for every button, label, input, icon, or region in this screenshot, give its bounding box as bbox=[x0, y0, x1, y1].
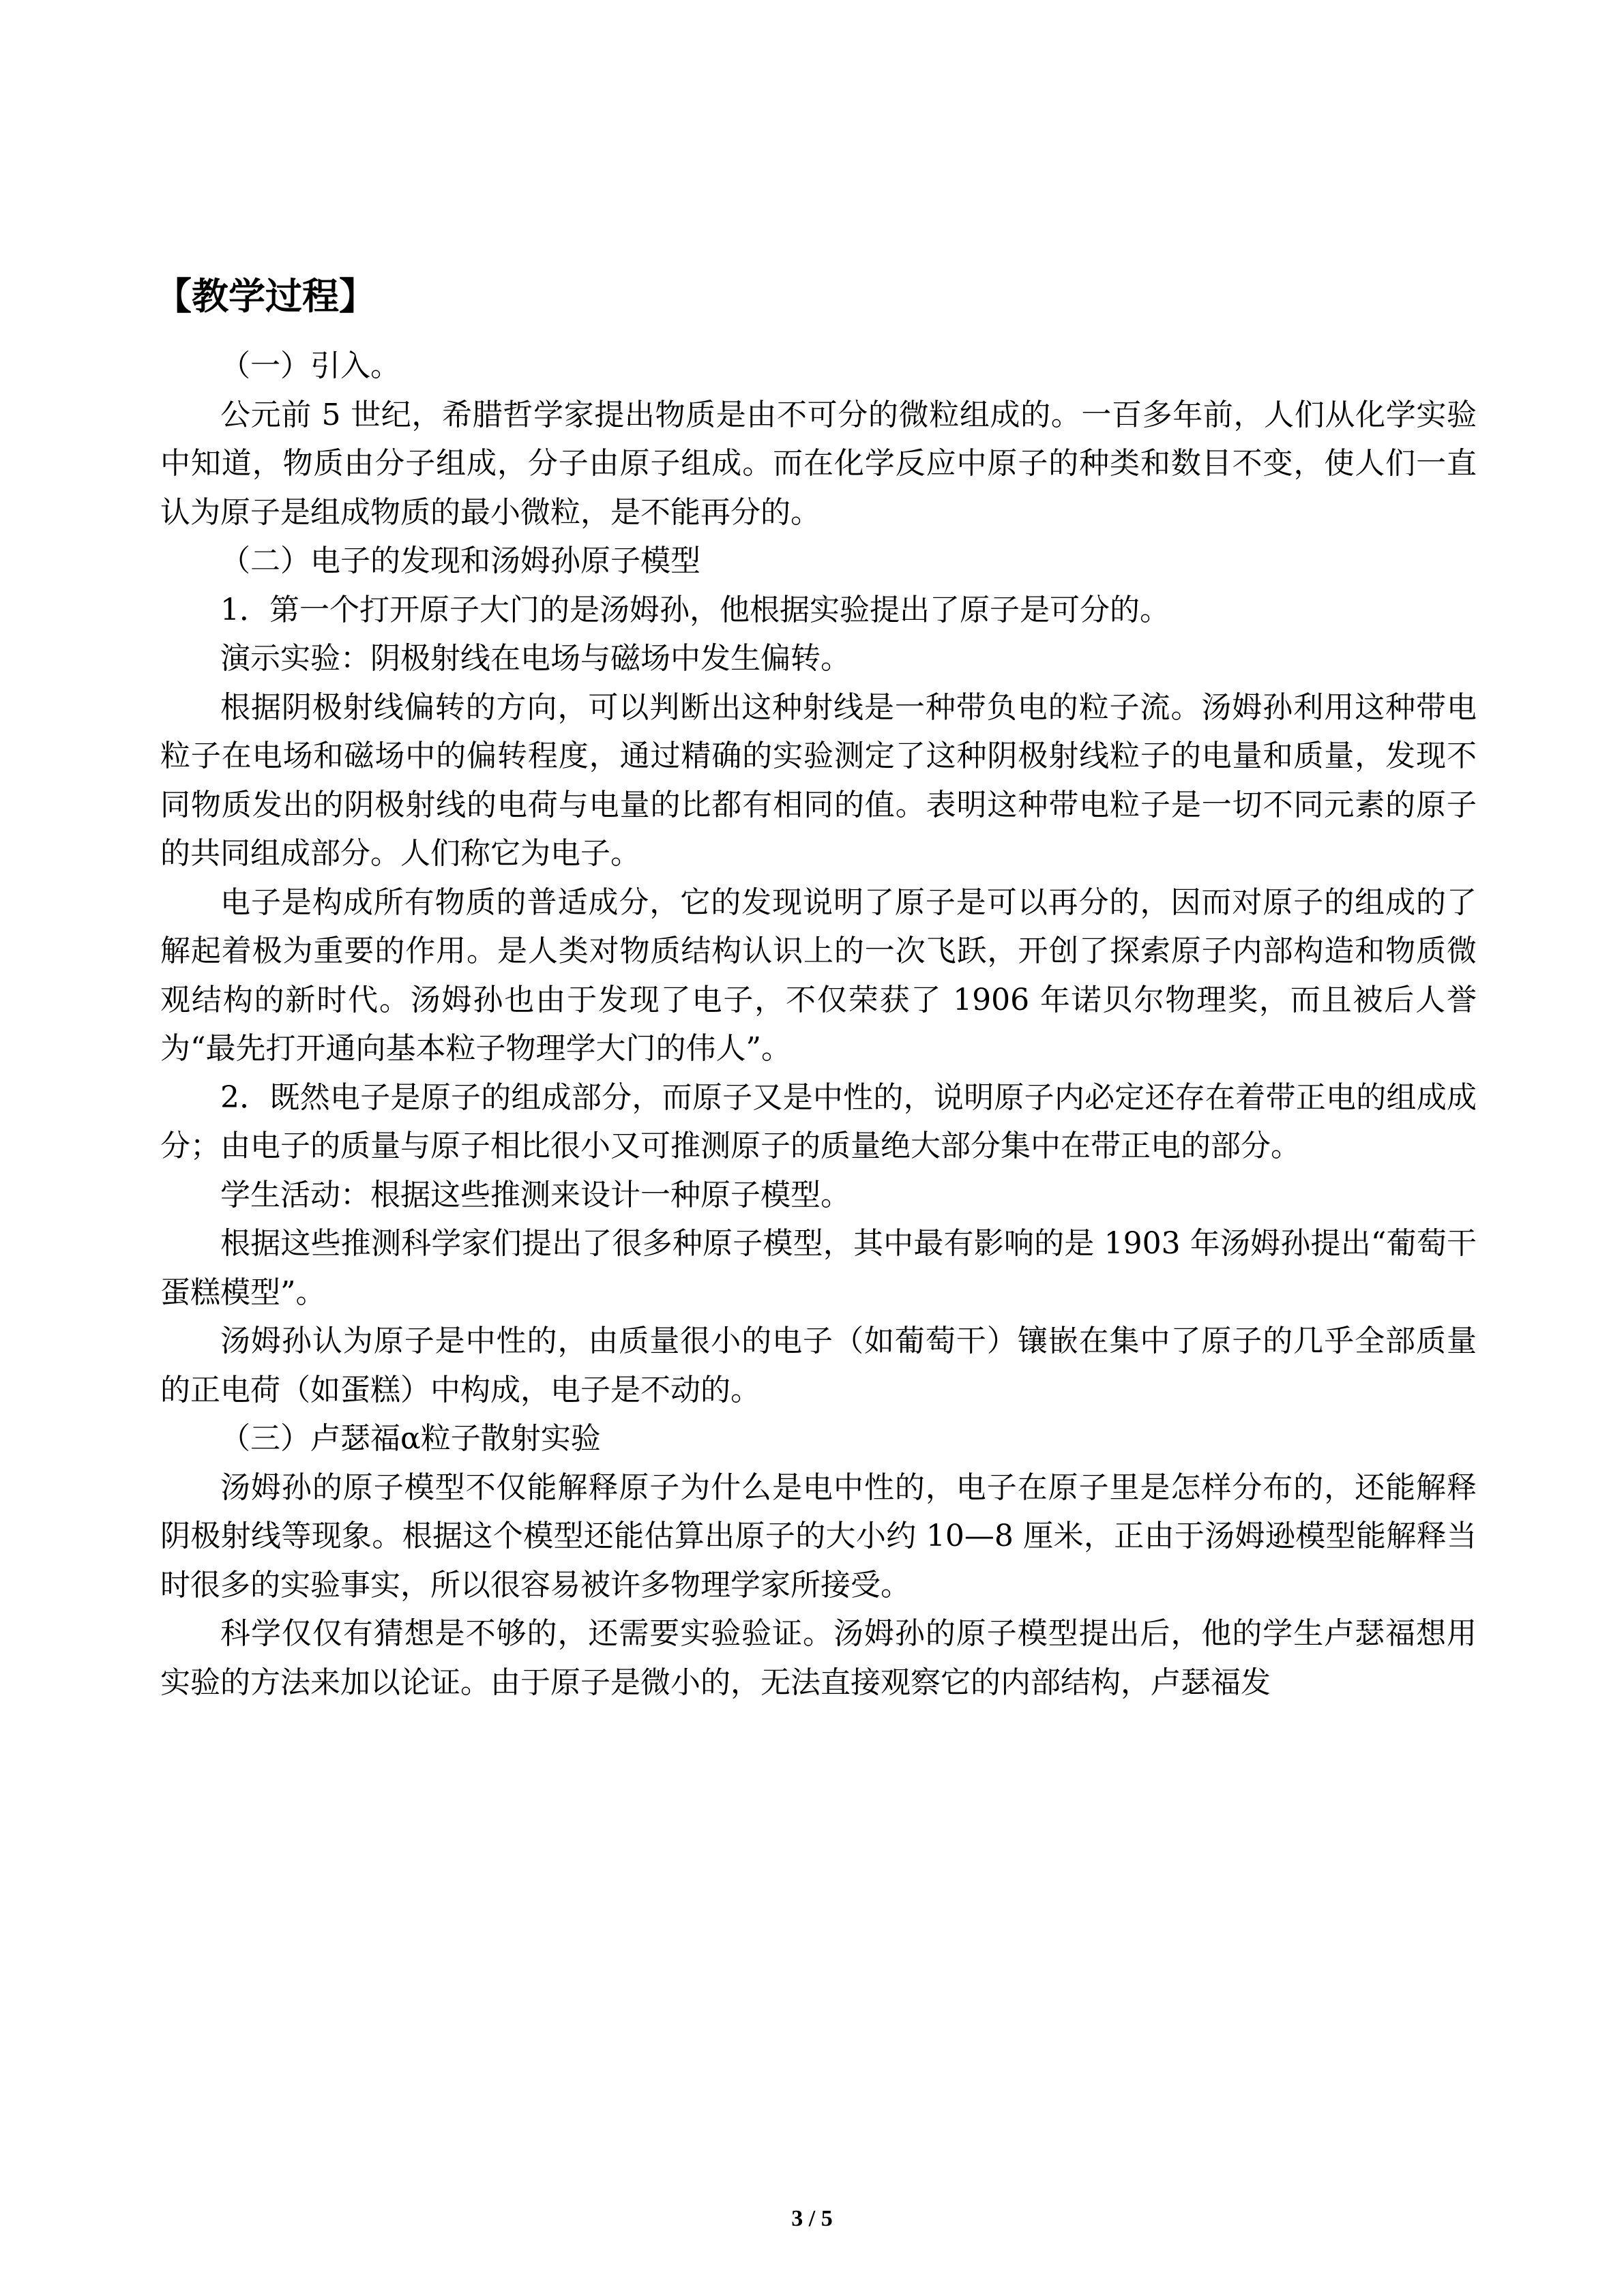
page-number: 3 / 5 bbox=[791, 2206, 833, 2231]
paragraph: （一）引入。 bbox=[220, 348, 400, 383]
paragraph: 1．第一个打开原子大门的是汤姆孙，他根据实验提出了原子是可分的。 bbox=[220, 592, 1170, 627]
paragraph: 汤姆孙认为原子是中性的，由质量很小的电子（如葡萄干）镶嵌在集中了原子的几乎全部质量的正电荷（如蛋糕）中构成，电子是不动的。 bbox=[160, 1324, 1477, 1407]
paragraph: 电子是构成所有物质的普适成分，它的发现说明了原子是可以再分的，因而对原子的组成的了解起着极为重要的作用。是人类对物质结构认识上的一次飞跃，开创了探索原子内部构造和物质微观结构的新时代。汤姆孙也由于发现了电子，不仅荣获了 1906 年诺贝尔物理奖，而且被后人誉为“最先打开通向基本粒子物理学大门的伟人”。 bbox=[160, 884, 1477, 1066]
paragraph: 根据这些推测科学家们提出了很多种原子模型，其中最有影响的是 1903 年汤姆孙提出“葡萄干蛋糕模型”。 bbox=[160, 1226, 1477, 1310]
paragraph: 演示实验：阴极射线在电场与磁场中发生偏转。 bbox=[220, 641, 851, 676]
paragraph: 公元前 5 世纪，希腊哲学家提出物质是由不可分的微粒组成的。一百多年前，人们从化学实验中知道，物质由分子组成，分子由原子组成。而在化学反应中原子的种类和数目不变，使人们一直认为原子是组成物质的最小微粒，是不能再分的。 bbox=[160, 397, 1477, 530]
section-heading: 【教学过程】 bbox=[155, 275, 376, 318]
paragraph: （二）电子的发现和汤姆孙原子模型 bbox=[220, 543, 700, 578]
document-body bbox=[155, 269, 1477, 1707]
paragraph: 2．既然电子是原子的组成部分，而原子又是中性的，说明原子内必定还存在着带正电的组成成分；由电子的质量与原子相比很小又可推测原子的质量绝大部分集中在带正电的部分。 bbox=[160, 1079, 1477, 1163]
paragraph: 根据阴极射线偏转的方向，可以判断出这种射线是一种带负电的粒子流。汤姆孙利用这种带电粒子在电场和磁场中的偏转程度，通过精确的实验测定了这种阴极射线粒子的电量和质量，发现不同物质发出的阴极射线的电荷与电量的比都有相同的值。表明这种带电粒子是一切不同元素的原子的共同组成部分。人们称它为电子。 bbox=[160, 689, 1477, 871]
paragraph: （三）卢瑟福α粒子散射实验 bbox=[220, 1421, 601, 1456]
paragraph: 汤姆孙的原子模型不仅能解释原子为什么是电中性的，电子在原子里是怎样分布的，还能解释阴极射线等现象。根据这个模型还能估算出原子的大小约 10—8 厘米，正由于汤姆逊模型能解释当时很多的实验事实，所以很容易被许多物理学家所接受。 bbox=[160, 1470, 1477, 1602]
paragraph: 科学仅仅有猜想是不够的，还需要实验验证。汤姆孙的原子模型提出后，他的学生卢瑟福想用实验的方法来加以论证。由于原子是微小的，无法直接观察它的内部结构，卢瑟福发 bbox=[160, 1616, 1477, 1700]
paragraph: 学生活动：根据这些推测来设计一种原子模型。 bbox=[220, 1177, 851, 1212]
